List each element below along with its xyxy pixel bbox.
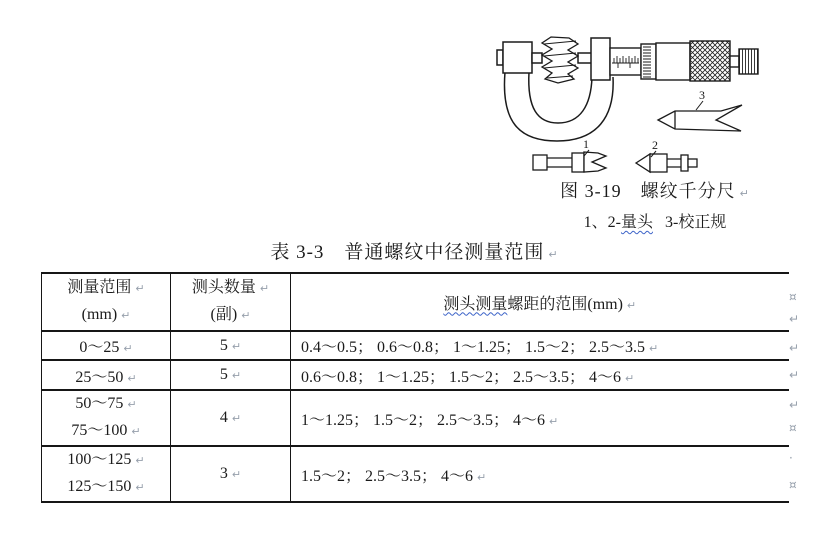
range-value: 25～50 (75, 368, 124, 386)
micrometer-thimble (656, 41, 730, 81)
range-value: 100～125 (67, 451, 132, 468)
paragraph-mark: ↵ (231, 468, 242, 481)
figure-legend (500, 209, 810, 232)
label-1: 1 (583, 137, 589, 151)
range-value: 0～25 (79, 339, 120, 356)
ratchet-knob (730, 49, 758, 74)
table-row (42, 446, 789, 502)
measuring-tip-1 (533, 152, 606, 172)
pitch-value: 0.6～0.8； 1～1.25； 1.5～2； 2.5～3.5； 4～6 (301, 368, 622, 386)
count-cell (171, 446, 291, 502)
table-row (42, 360, 789, 390)
table-row (42, 390, 789, 446)
row-end-mark: ↵ (789, 398, 800, 412)
count-cell (171, 360, 291, 390)
pitch-value: 0.4～0.5； 0.6～0.8； 1～1.25； 1.5～2； 2.5～3.5 (301, 339, 646, 356)
header-pitch-range (291, 273, 789, 331)
pitch-cell (291, 360, 789, 390)
pitch-value: 1～1.25； 1.5～2； 2.5～3.5； 4～6 (301, 411, 546, 429)
paragraph-mark: ↵ (548, 248, 559, 261)
header-underlined-text: 测头测量 (443, 295, 508, 313)
pitch-value: 1.5～2； 2.5～3.5； 4～6 (301, 467, 474, 485)
range-cell (42, 360, 171, 390)
paragraph-mark: ↵ (649, 342, 659, 355)
legend-prefix: 1、2- (583, 214, 621, 231)
row-end-mark: ↵ (789, 368, 800, 382)
label-2: 2 (652, 138, 658, 152)
measuring-tip-2 (636, 154, 697, 172)
header-text: 测量范围 (67, 279, 132, 296)
legend-suffix: 3-校正规 (665, 214, 727, 231)
paragraph-mark: ↵ (135, 282, 145, 295)
paragraph-mark: ↵ (259, 282, 270, 295)
range-cell (42, 446, 171, 502)
header-text: 测头数量 (191, 279, 256, 296)
row-end-mark: · (789, 451, 793, 465)
header-text: (mm) (81, 306, 118, 323)
row-end-mark: ¤ (789, 478, 797, 492)
count-value: 5 (219, 336, 228, 354)
paragraph-mark: ↵ (127, 398, 137, 411)
row-end-mark: ¤ (789, 421, 797, 435)
count-cell (171, 331, 291, 360)
row-end-mark: ¤ (789, 290, 797, 304)
paragraph-mark: ↵ (739, 187, 750, 200)
range-value: 125～150 (67, 478, 132, 495)
paragraph-mark: ↵ (626, 298, 637, 312)
table-title (41, 237, 788, 264)
range-value: 75～100 (71, 422, 128, 439)
legend-underlined-word: 量头 (620, 214, 653, 231)
paragraph-mark: ↵ (549, 414, 559, 428)
paragraph-mark: ↵ (625, 371, 635, 385)
thread-workpiece-icon (542, 37, 578, 83)
range-cell (42, 331, 171, 360)
paragraph-mark: ↵ (231, 369, 242, 382)
range-cell (42, 390, 171, 446)
table-header-row (42, 273, 789, 331)
figure-caption-text: 图 3-19 螺纹千分尺 (560, 181, 736, 201)
table-title-text: 表 3-3 普通螺纹中径测量范围 (270, 242, 545, 263)
row-end-mark: ↵ (789, 341, 800, 355)
setting-gauge (658, 105, 742, 131)
paragraph-mark: ↵ (123, 342, 133, 355)
count-value: 5 (219, 366, 228, 383)
paragraph-mark: ↵ (131, 425, 141, 438)
header-measuring-range (42, 273, 171, 331)
label-3: 3 (699, 88, 705, 102)
header-text: 螺距的范围(mm) (507, 295, 623, 313)
count-value: 4 (219, 409, 228, 426)
measuring-range-table (41, 272, 789, 503)
row-end-mark: ↵ (789, 312, 800, 326)
thimble-graduations (641, 44, 656, 79)
paragraph-mark: ↵ (135, 454, 145, 467)
micrometer-figure (488, 15, 768, 180)
paragraph-mark: ↵ (241, 309, 251, 322)
paragraph-mark: ↵ (477, 470, 487, 484)
count-cell (171, 390, 291, 446)
paragraph-mark: ↵ (135, 481, 145, 494)
paragraph-mark: ↵ (121, 309, 131, 322)
paragraph-mark: ↵ (231, 412, 242, 425)
micrometer-sleeve (610, 48, 641, 75)
count-value: 3 (219, 465, 228, 482)
header-tip-count (171, 273, 291, 331)
paragraph-mark: ↵ (231, 339, 242, 353)
paragraph-mark: ↵ (127, 371, 137, 385)
range-value: 50～75 (75, 395, 124, 412)
table-row (42, 331, 789, 360)
pitch-cell (291, 390, 789, 446)
header-text: (副) (210, 306, 238, 323)
figure-caption (500, 177, 810, 203)
pitch-cell (291, 446, 789, 502)
pitch-cell (291, 331, 789, 360)
